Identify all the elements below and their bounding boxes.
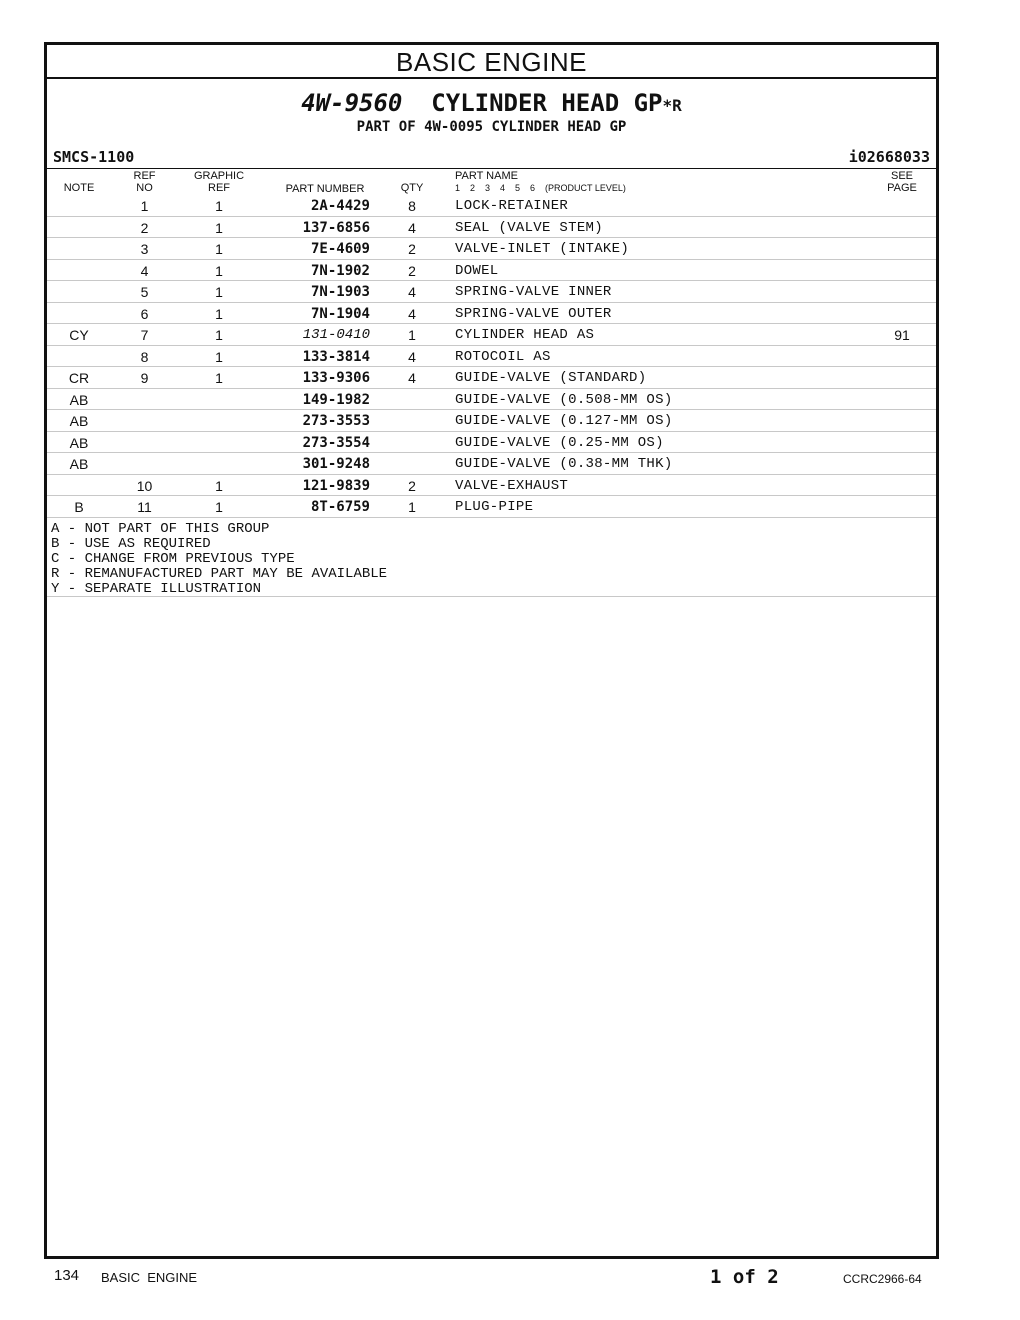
table-row	[47, 453, 936, 475]
part-number-cell: 121-9839	[302, 477, 370, 494]
qty-cell: 4	[408, 305, 416, 322]
header-product-level: 1 2 3 4 5 6 (PRODUCT LEVEL)	[455, 183, 626, 193]
table-row	[47, 410, 936, 432]
part-number-cell: 7N-1902	[310, 262, 370, 279]
table-row	[47, 260, 936, 282]
qty-cell: 1	[408, 499, 416, 515]
part-name-cell: GUIDE-VALVE (0.508-MM OS)	[455, 391, 673, 408]
qty-cell: 8	[408, 198, 416, 214]
table-row	[47, 496, 936, 518]
header-part-number: PART NUMBER	[285, 183, 365, 195]
legend-item: Y - SEPARATE ILLUSTRATION	[51, 581, 262, 597]
part-name-cell: DOWEL	[455, 262, 499, 279]
ref-no-cell: 3	[140, 241, 149, 257]
footer-section: BASIC ENGINE	[101, 1270, 198, 1285]
note-cell: CR	[68, 370, 90, 386]
group-number: 4W-9560	[301, 89, 403, 117]
ref-no-cell: 11	[137, 499, 152, 515]
group-title	[47, 89, 936, 117]
graphic-ref-cell: 1	[215, 284, 223, 300]
ref-no-cell: 6	[140, 305, 149, 322]
table-row	[47, 432, 936, 454]
note-cell: CY	[69, 327, 89, 343]
qty-cell: 4	[408, 370, 416, 386]
header-graphic-ref	[187, 170, 251, 194]
part-name-cell: PLUG-PIPE	[455, 499, 534, 515]
graphic-ref-cell: 1	[215, 477, 223, 494]
ref-no-cell: 7	[140, 327, 149, 343]
qty-cell: 4	[408, 348, 416, 365]
header-ref-no	[127, 170, 162, 194]
parts-page-frame	[44, 42, 939, 1259]
header-qty: QTY	[400, 182, 424, 194]
group-name: CYLINDER HEAD GP	[431, 89, 663, 117]
graphic-ref-cell: 1	[215, 348, 223, 365]
table-row	[47, 217, 936, 239]
part-name-cell: GUIDE-VALVE (0.38-MM THK)	[455, 456, 673, 472]
part-number-cell: 2A-4429	[310, 198, 370, 214]
footer-doc-code: CCRC2966-64	[843, 1272, 922, 1286]
footer-page-number: 134	[54, 1267, 80, 1284]
graphic-ref-cell: 1	[215, 499, 223, 515]
legend-item: R - REMANUFACTURED PART MAY BE AVAILABLE	[51, 566, 388, 582]
table-row	[47, 367, 936, 389]
legend-item: C - CHANGE FROM PREVIOUS TYPE	[51, 551, 295, 567]
part-of-line: PART OF 4W-0095 CYLINDER HEAD GP	[356, 119, 627, 135]
table-row	[47, 389, 936, 411]
footer-page-of: 1 of 2	[710, 1266, 779, 1288]
ref-no-cell: 4	[140, 262, 149, 279]
header-part-name	[455, 170, 626, 194]
qty-cell: 4	[408, 284, 416, 300]
legend-item: A - NOT PART OF THIS GROUP	[51, 521, 270, 537]
illustration-id: i02668033	[848, 148, 930, 166]
part-number-cell: 273-3553	[302, 413, 370, 429]
qty-cell: 2	[408, 477, 416, 494]
header-part-name-line1: PART NAME	[455, 170, 518, 182]
part-number-cell: 8T-6759	[310, 499, 370, 515]
legend-rule	[47, 596, 936, 597]
table-row	[47, 238, 936, 260]
part-number-cell: 273-3554	[302, 434, 370, 451]
part-number-cell: 133-3814	[302, 348, 370, 365]
smcs-code: SMCS-1100	[53, 148, 135, 166]
graphic-ref-cell: 1	[215, 305, 223, 322]
part-number-cell: 7N-1903	[310, 284, 370, 300]
part-number-cell: 7E-4609	[310, 241, 370, 257]
ref-no-cell: 10	[136, 477, 153, 494]
header-see-page-line2: PAGE	[887, 182, 917, 194]
part-name-cell: SPRING-VALVE OUTER	[455, 305, 612, 322]
note-cell: AB	[69, 456, 89, 472]
note-cell: AB	[69, 391, 89, 408]
part-name-cell: LOCK-RETAINER	[455, 198, 569, 214]
graphic-ref-cell: 1	[215, 198, 223, 214]
part-number-cell: 149-1982	[302, 391, 370, 408]
graphic-ref-cell: 1	[215, 262, 223, 279]
table-row	[47, 303, 936, 325]
ref-no-cell: 2	[140, 219, 149, 236]
note-cell: AB	[69, 413, 89, 429]
table-row	[47, 195, 936, 217]
table-row	[47, 346, 936, 368]
notes-legend	[51, 522, 387, 597]
note-cell: B	[74, 499, 84, 515]
part-number-cell: 301-9248	[302, 456, 370, 472]
group-suffix: *R	[662, 96, 682, 115]
ref-no-cell: 8	[140, 348, 149, 365]
header-see-page-line1: SEE	[890, 170, 913, 182]
part-name-cell: GUIDE-VALVE (0.127-MM OS)	[455, 413, 673, 429]
legend-item: B - USE AS REQUIRED	[51, 536, 211, 552]
table-row	[47, 281, 936, 303]
part-name-cell: SEAL (VALVE STEM)	[455, 219, 603, 236]
header-note: NOTE	[63, 182, 95, 194]
ref-no-cell: 1	[140, 198, 149, 214]
part-name-cell: ROTOCOIL AS	[455, 348, 551, 365]
table-row	[47, 324, 936, 346]
part-name-cell: GUIDE-VALVE (STANDARD)	[455, 370, 647, 386]
part-name-cell: CYLINDER HEAD AS	[455, 327, 595, 343]
note-cell: AB	[69, 434, 89, 451]
header-see-page	[885, 170, 919, 194]
qty-cell: 1	[408, 327, 416, 343]
graphic-ref-cell: 1	[215, 327, 223, 343]
header-graphic-ref-line1: GRAPHIC	[193, 170, 245, 182]
header-ref-no-line2: NO	[136, 182, 153, 194]
ref-no-cell: 5	[140, 284, 149, 300]
ref-no-cell: 9	[140, 370, 149, 386]
header-ref-no-line1: REF	[133, 170, 156, 182]
part-name-cell: GUIDE-VALVE (0.25-MM OS)	[455, 434, 664, 451]
qty-cell: 2	[408, 241, 416, 257]
part-number-cell: 133-9306	[302, 370, 370, 386]
part-name-cell: SPRING-VALVE INNER	[455, 284, 612, 300]
qty-cell: 4	[408, 219, 416, 236]
qty-cell: 2	[408, 262, 416, 279]
header-rule	[47, 168, 936, 169]
part-number-cell: 137-6856	[302, 219, 370, 236]
see-page-cell: 91	[894, 327, 910, 343]
part-name-cell: VALVE-INLET (INTAKE)	[455, 241, 630, 257]
graphic-ref-cell: 1	[215, 370, 223, 386]
table-row	[47, 475, 936, 497]
graphic-ref-cell: 1	[215, 219, 223, 236]
graphic-ref-cell: 1	[215, 241, 223, 257]
part-number-cell: 131-0410	[302, 327, 370, 343]
section-title: BASIC ENGINE	[47, 45, 936, 79]
parts-table	[47, 195, 936, 518]
part-number-cell: 7N-1904	[310, 305, 370, 322]
part-name-cell: VALVE-EXHAUST	[455, 477, 569, 494]
header-graphic-ref-line2: REF	[208, 182, 230, 194]
